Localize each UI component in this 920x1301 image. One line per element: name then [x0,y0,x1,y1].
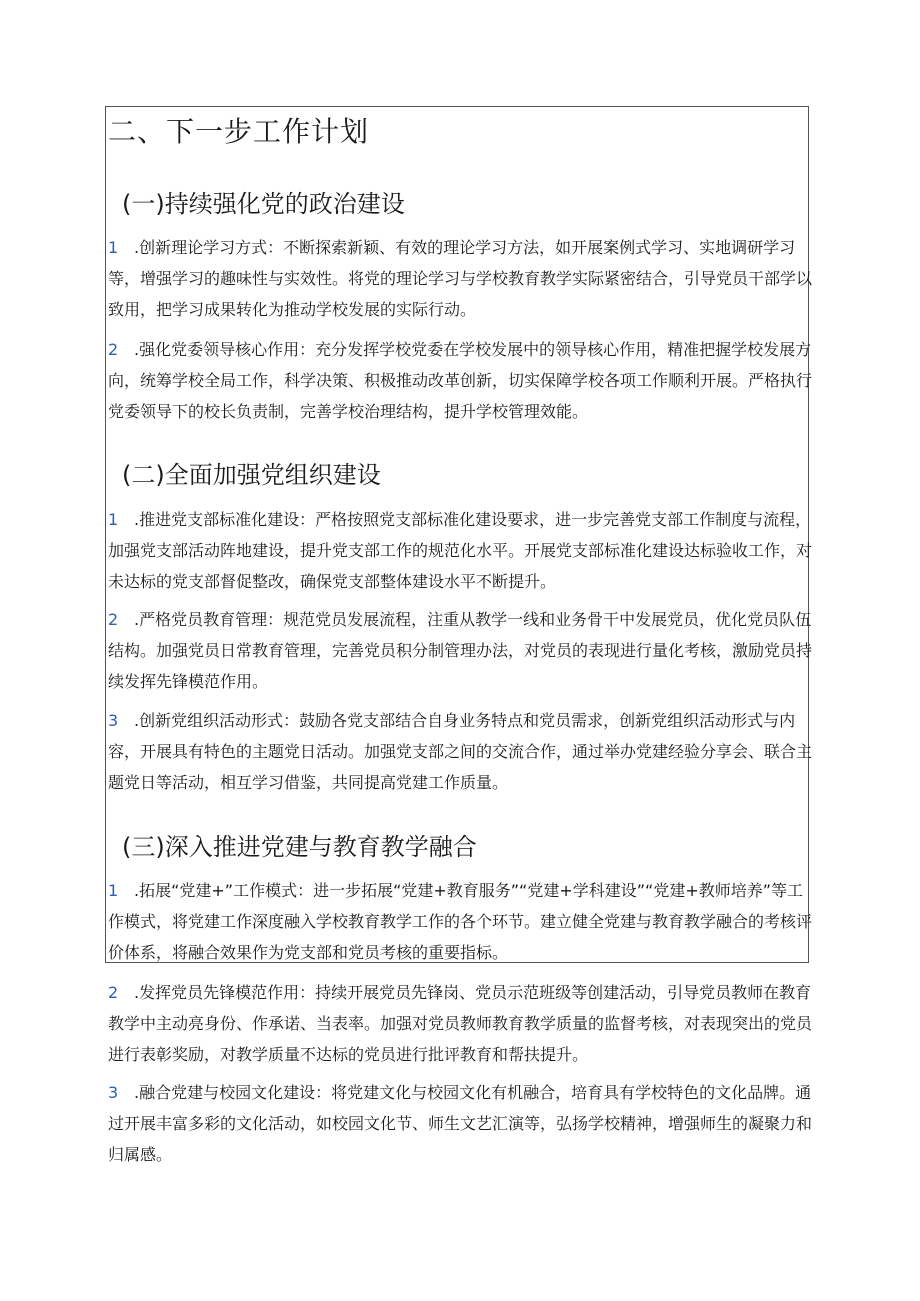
item-text: .推进党支部标准化建设：严格按照党支部标准化建设要求，进一步完善党支部工作制度与流程，加强党支部活动阵地建设，提升党支部工作的规范化水平。开展党支部标准化建设达标验收工作，对未达标的党支部督促整改，确保党支部整体建设水平不断提升。 [108,510,813,591]
item-number: 2 [108,983,119,1002]
list-item [108,1077,814,1170]
item-text: .严格党员教育管理：规范党员发展流程，注重从教学一线和业务骨干中发展党员，优化党员队伍结构。加强党员日常教育管理，完善党员积分制管理办法，对党员的表现进行量化考核，激励党员持续发挥先锋模范作用。 [108,610,813,691]
item-text: .发挥党员先锋模范作用：持续开展党员先锋岗、党员示范班级等创建活动，引导党员教师在教育教学中主动亮身份、作承诺、当表率。加强对党员教师教育教学质量的监督考核，对表现突出的党员进行表彰奖励，对教学质量不达标的党员进行批评教育和帮扶提升。 [108,983,813,1064]
item-text: .创新理论学习方式：不断探索新颖、有效的理论学习方法，如开展案例式学习、实地调研学习等，增强学习的趣味性与实效性。将党的理论学习与学校教育教学实际紧密结合，引导党员干部学以致用，把学习成果转化为推动学校发展的实际行动。 [108,238,813,319]
item-number: 3 [108,711,119,730]
item-number: 2 [108,610,119,629]
section-heading-1: (一)持续强化党的政治建设 [122,190,405,218]
page-title: 二、下一步工作计划 [108,115,370,148]
item-text: .融合党建与校园文化建设：将党建文化与校园文化有机融合，培育具有学校特色的文化品牌。通过开展丰富多彩的文化活动，如校园文化节、师生文艺汇演等，弘扬学校精神，增强师生的凝聚力和归属感。 [108,1083,813,1164]
item-number: 3 [108,1083,119,1102]
list-item [108,705,814,798]
item-number: 2 [108,340,119,359]
item-number: 1 [108,510,119,529]
list-item [108,504,814,597]
item-text: .创新党组织活动形式：鼓励各党支部结合自身业务特点和党员需求，创新党组织活动形式与内容，开展具有特色的主题党日活动。加强党支部之间的交流合作，通过举办党建经验分享会、联合主题党日等活动，相互学习借鉴，共同提高党建工作质量。 [108,711,813,792]
section-heading-3: (三)深入推进党建与教育教学融合 [122,833,477,861]
list-item [108,334,814,427]
item-text: .拓展“党建+”工作模式：进一步拓展“党建+教育服务”“党建+学科建设”“党建+教师培养”等工作模式，将党建工作深度融入学校教育教学工作的各个环节。建立健全党建与教育教学融合的考核评价体系，将融合效果作为党支部和党员考核的重要指标。 [108,881,813,962]
section-heading-2: (二)全面加强党组织建设 [122,461,381,489]
list-item [108,977,814,1070]
list-item [108,875,814,968]
item-number: 1 [108,881,119,900]
item-number: 1 [108,238,119,257]
item-text: .强化党委领导核心作用：充分发挥学校党委在学校发展中的领导核心作用，精准把握学校发展方向，统筹学校全局工作，科学决策、积极推动改革创新，切实保障学校各项工作顺利开展。严格执行党委领导下的校长负责制，完善学校治理结构，提升学校管理效能。 [108,340,813,421]
list-item [108,604,814,697]
list-item [108,232,814,325]
